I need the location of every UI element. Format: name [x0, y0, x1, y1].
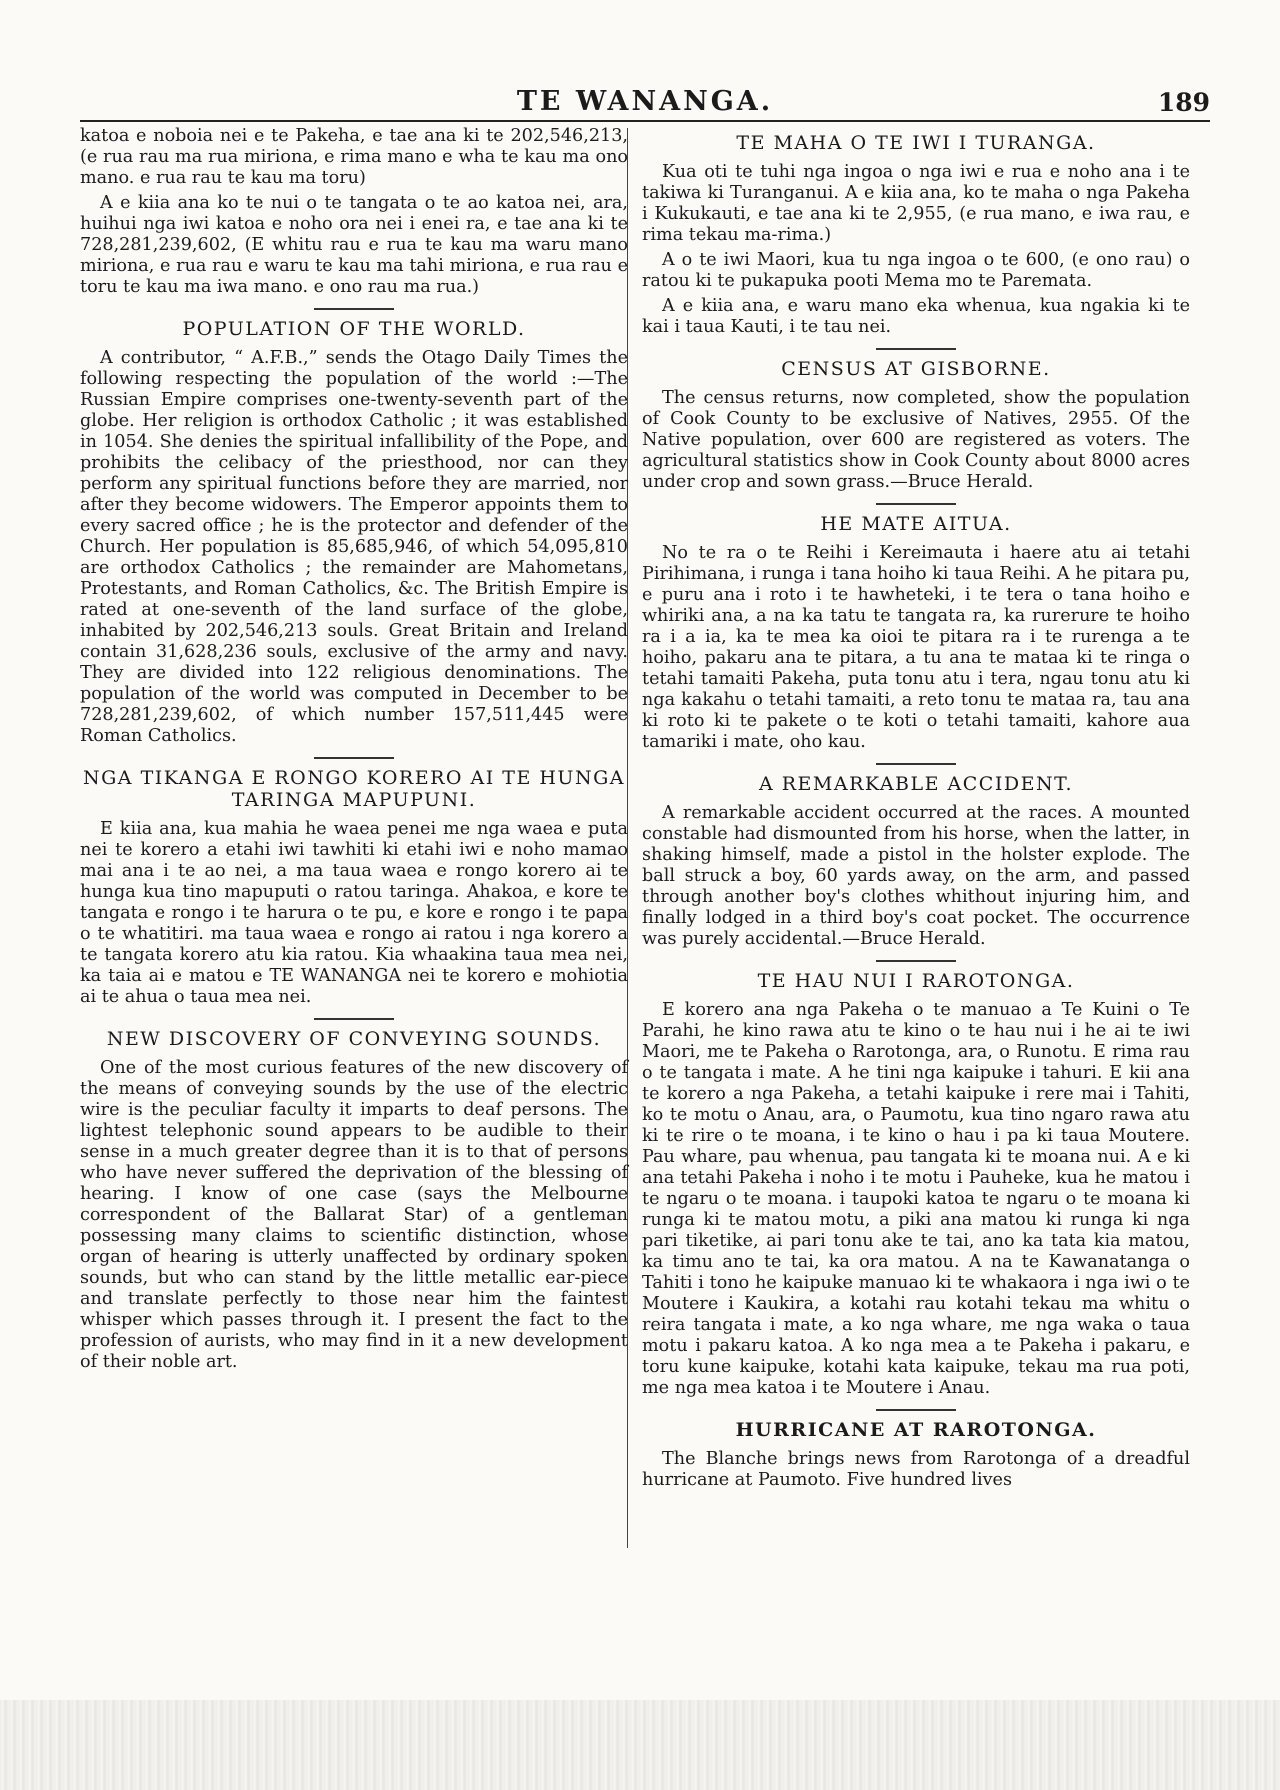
section-rule — [876, 763, 956, 765]
section-rule — [876, 1409, 956, 1411]
section-rule — [314, 1018, 394, 1020]
article-paragraph: A e kiia ana ko te nui o te tangata o te ao katoa nei, ara, huihui nga iwi katoa e noho ora nei i enei ra, e tae ana ki te 728,281,239,602, (E whitu rau e rua te kau ma waru mano miriona, e rua rau e waru te kau ma tahi miriona, e rua rau e toru te kau ma iwa mano. e ono rau ma rua.) — [80, 193, 628, 297]
population-heading: POPULATION OF THE WORLD. — [182, 318, 526, 340]
hurricane-paragraph: The Blanche brings news from Rarotonga of a dreadful hurricane at Paumoto. Five hundred lives — [642, 1449, 1190, 1490]
page-title: TE WANANGA. — [516, 86, 774, 117]
maha-paragraph: A o te iwi Maori, kua tu nga ingoa o te 600, (e ono rau) o ratou ki te pukapuka pooti Mema mo te Paremata. — [642, 250, 1190, 291]
maha-paragraph: A e kiia ana, e waru mano eka whenua, kua ngakia ki te kai i taua Kauti, i te tau nei. — [642, 296, 1190, 337]
section-rule — [876, 503, 956, 505]
section-rule — [314, 308, 394, 310]
article-paragraph: katoa e noboia nei e te Pakeha, e tae ana ki te 202,546,213, (e rua rau ma rua miriona, e rima mano e wha te kau ma ono mano. e rua rau te kau ma toru) — [80, 126, 628, 188]
maha-paragraph: Kua oti te tuhi nga ingoa o nga iwi e rua e noho ana i te takiwa ki Turanganui. A e kiia ana, ko te maha o nga Pakeha i Kukukauti, e tae ana ki te 2,955, (e rua mano, e iwa rau, e rima tekau ma-rima.) — [642, 162, 1190, 245]
matate-paragraph: No te ra o te Reihi i Kereimauta i haere atu ai tetahi Pirihimana, i runga i tana hoiho ki taua Reihi. A he pitara pu, e puru ana i roto i te hawheteki, i te tera o tana hoiho e whiriki ana, a na ka tatu te tangata ra, ka rurerure te hoiho ra i a ia, ka te mea ka oioi te pitara ra i te rurenga a te hoiho, pakaru ana te pitara, a tu ana te mataa ki te ringa o tetahi tamaiti Pakeha, puta tonu atu i tera, ngau tonu atu ki nga kakahu o tetahi tamaiti, a reto tonu te mataa ra, tau ana ki roto ki te pakete o te koti o tetahi tamaiti, kahore aua tamariki i mate, oho kau. — [642, 543, 1190, 752]
section-rule — [876, 960, 956, 962]
section-rule — [876, 348, 956, 350]
matate-heading: HE MATE AITUA. — [820, 513, 1012, 535]
page-number: 189 — [1157, 88, 1210, 117]
page-header — [80, 86, 1210, 116]
maha-heading: TE MAHA O TE IWI I TURANGA. — [736, 132, 1096, 154]
census-heading: CENSUS AT GISBORNE. — [781, 358, 1051, 380]
hau-paragraph: E korero ana nga Pakeha o te manuao a Te Kuini o Te Parahi, he kino rawa atu te kino o te hau nui i he ai te iwi Maori, me te Pakeha o Rarotonga, ara, o Runotu. E rima rau o te tangata i mate. A he tini nga kaipuke i tahuri. E kii ana te korero a nga Pakeha, a tetahi kaipuke i rere mai i Tahiti, ko te motu o Anau, ara, o Paumotu, kua tino ngaro rawa atu ki te rire o te moana, i te kino o hau i pa ki taua Moutere. Pau whare, pau whenua, pau tangata ki te moana nui. A e ki ana tetahi Pakeha i noho i te motu i Pauheke, kua he matou i te ngaru o te moana. i taupoki katoa te ngaru o te moana ki runga ki te matou motu, a piki ana matou ki runga ki nga pari tiketike, ai pari tonu ake te tai, ano ka tata kia matou, ka timu ano te tai, ka ora matou. A na te Kawanatanga o Tahiti i tono he kaipuke manuao ki te whakaora i nga iwi o te Moutere i Kaukira, a kotahi rau kotahi tekau ma whitu o reira tangata i mate, a ko nga whare, me nga waka o taua motu i pakaru katoa. A ko nga mea a te Pakeha i pakaru, e toru kune kaipuke, kotahi kata kaipuke, tekau ma rua poti, me nga mea katoa i te Moutere i Anau. — [642, 1000, 1190, 1398]
hau-heading: TE HAU NUI I RAROTONGA. — [757, 970, 1075, 992]
census-paragraph: The census returns, now completed, show the population of Cook County to be exclusive of Natives, 2955. Of the Native population, over 600 are registered as voters. The agricultural statistics show in Cook County about 8000 acres under crop and sown grass.—Bruce Herald. — [642, 388, 1190, 492]
scan-noise-strip — [0, 1700, 1280, 1790]
left-column — [80, 126, 628, 1377]
discovery-heading: NEW DISCOVERY OF CONVEYING SOUNDS. — [106, 1028, 602, 1050]
header-rule — [80, 120, 1210, 122]
hurricane-heading: HURRICANE AT RAROTONGA. — [735, 1419, 1097, 1441]
population-paragraph: A contributor, “ A.F.B.,” sends the Otago Daily Times the following respecting the population of the world :—The Russian Empire comprises one-twenty-seventh part of the globe. Her religion is orthodox Catholic ; it was established in 1054. She denies the spiritual infallibility of the Pope, and prohibits the celibacy of the priesthood, nor can they perform any spiritual functions before they are married, nor after they become widowers. The Emperor appoints them to every sacred office ; he is the protector and defender of the Church. Her population is 85,685,946, of which 54,095,810 are orthodox Catholics ; the remainder are Mahometans, Protestants, and Roman Catholics, &c. The British Empire is rated at one-seventh of the land surface of the globe, inhabited by 202,546,213 souls. Great Britain and Ireland contain 31,628,236 souls, exclusive of the army and navy. They are divided into 122 religious denominations. The population of the world was computed in December to be 728,281,239,602, of which number 157,511,445 were Roman Catholics. — [80, 348, 628, 746]
section-rule — [314, 757, 394, 759]
tikanga-heading: NGA TIKANGA E RONGO KORERO AI TE HUNGA TARINGA MAPUPUNI. — [83, 767, 625, 811]
discovery-paragraph: One of the most curious features of the new discovery of the means of conveying sounds by the use of the electric wire is the peculiar faculty it imparts to deaf persons. The lightest telephonic sound appears to be audible to their sense in a much greater degree than it is to that of persons who have never suffered the deprivation of the blessing of hearing. I know of one case (says the Melbourne correspondent of the Ballarat Star) of a gentleman possessing many claims to scientific distinction, whose organ of hearing is utterly unaffected by ordinary spoken sounds, but who can stand by the little metallic ear-piece and translate perfectly to those near him the faintest whisper which passes through it. I present the fact to the profession of aurists, who may find in it a new development of their noble art. — [80, 1058, 628, 1372]
accident-heading: A REMARKABLE ACCIDENT. — [758, 773, 1073, 795]
right-column — [642, 126, 1190, 1495]
tikanga-paragraph: E kiia ana, kua mahia he waea penei me nga waea e puta nei te korero a etahi iwi tawhiti ki etahi iwi e noho mamao mai ana i te ao nei, a ma taua waea e rongo korero ai te hunga kua tino mapuputi o ratou taringa. Ahakoa, e kore te tangata e rongo i te harura o te pu, e kore e rongo i te papa o te whatitiri. ma taua waea e rongo ai ratou i nga korero a te tangata korero atu kia ratou. Kia whaakina taua mea nei, ka taia ai e matou e TE WANANGA nei te korero e mohiotia ai te ahua o taua mea nei. — [80, 819, 628, 1007]
accident-paragraph: A remarkable accident occurred at the races. A mounted constable had dismounted from his horse, when the latter, in shaking himself, made a pistol in the holster explode. The ball struck a boy, 60 yards away, on the arm, and passed through another boy's clothes whithout injuring him, and finally lodged in a third boy's coat pocket. The occurrence was purely accidental.—Bruce Herald. — [642, 803, 1190, 949]
